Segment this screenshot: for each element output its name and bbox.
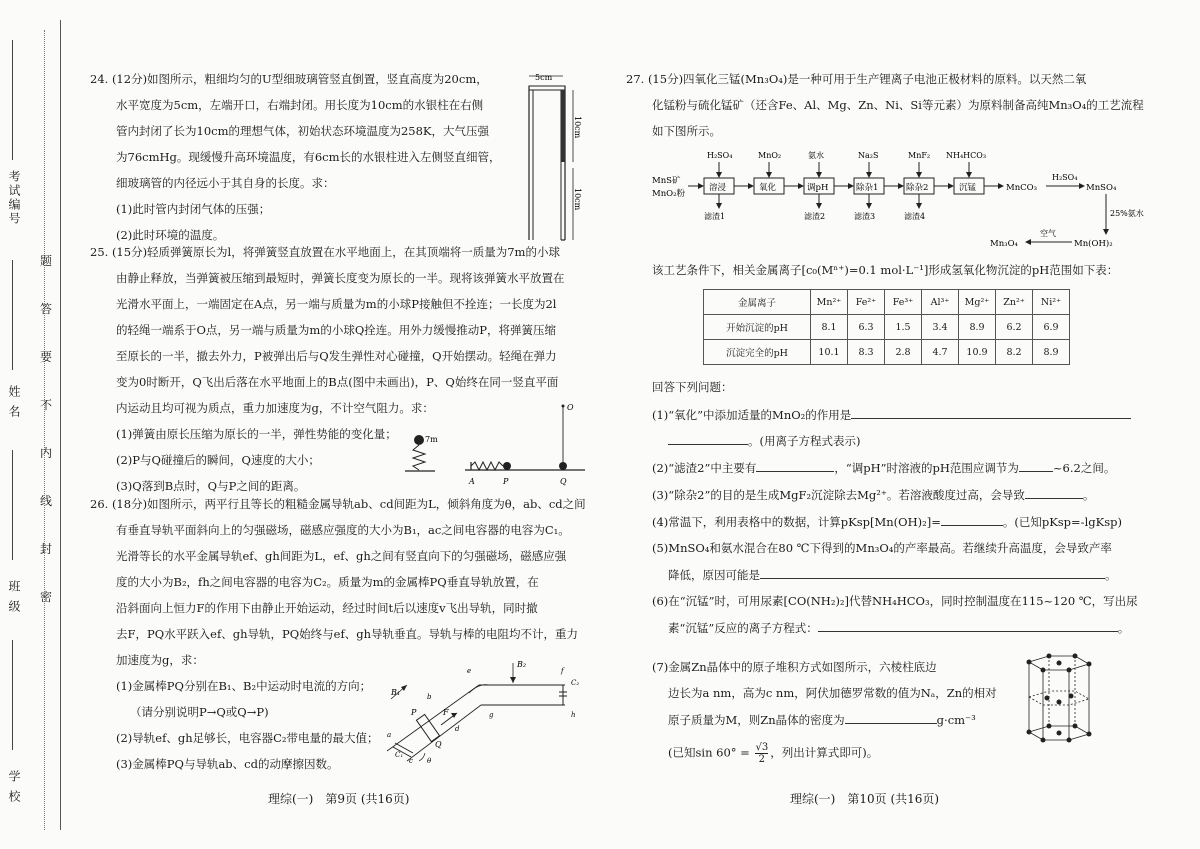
rail-a-label: a — [387, 731, 392, 739]
table-header-cell: Fe²⁺ — [848, 290, 885, 315]
residue-4: 滤渣4 — [904, 212, 926, 221]
seal-word: 密 — [40, 590, 53, 604]
table-header-cell: Zn²⁺ — [996, 290, 1033, 315]
q27-sub-3-end: 。 — [1082, 488, 1095, 502]
reagent-na2s: Na₂S — [858, 151, 879, 160]
q27-sub-7-line-1: (7)金属Zn晶体中的原子堆积方式如图所示，六棱柱底边 — [652, 660, 937, 674]
table-row — [704, 340, 1070, 365]
seal-word: 封 — [40, 542, 53, 556]
zn-hcp-crystal-figure — [1015, 652, 1105, 752]
seal-word: 答 — [40, 302, 53, 316]
q27-sub-3-text: (3)“除杂2”的目的是生成MgF₂沉淀除去Mg²⁺。若溶液酸度过高，会导致 — [652, 488, 1025, 502]
seal-word: 线 — [40, 494, 53, 508]
table-cell: 2.8 — [885, 340, 922, 365]
seal-dotted-line — [44, 30, 45, 830]
u-tube-width-label: 5cm — [535, 73, 553, 82]
rail-f-label: f — [561, 667, 564, 675]
answer-blank — [760, 567, 1105, 579]
q27-sub-7-line-3 — [668, 712, 976, 727]
q27-sub-6: (6)在“沉锰”时，可用尿素[CO(NH₂)₂]代替NH₄HCO₃，同时控制温度在115~120 ℃，写出尿 — [652, 594, 1138, 608]
q26-line-1: 26. (18分)如图所示，两平行且等长的粗糙金属导轨ab、cd间距为L，倾斜角度为θ，ab、cd之间 — [90, 497, 586, 511]
precipitation-ph-table — [703, 289, 1070, 365]
table-header-row — [704, 290, 1070, 315]
q27-sub-4 — [652, 514, 1122, 529]
q26-sub-3: (3)金属棒PQ与导轨ab、cd的动摩擦因数。 — [116, 757, 339, 771]
q27-sub-5-end: 。 — [1105, 568, 1117, 582]
product-mnso4: MnSO₄ — [1086, 183, 1117, 193]
angle-theta-label: θ — [427, 757, 432, 765]
q26-line-5: 沿斜面向上恒力F的作用下由静止开始运动，经过时间t后以速度v飞出导轨，同时撤 — [116, 601, 538, 615]
rod-q-label: Q — [435, 740, 442, 749]
rail-e-label: e — [467, 667, 472, 675]
q25-line-5: 至原长的一半，撤去外力，P被弹出后与Q发生弹性对心碰撞，Q开始摆动。轻绳在弹力 — [116, 349, 557, 363]
table-cell: 10.1 — [811, 340, 848, 365]
q26-sub-1: (1)金属棒PQ分别在B₁、B₂中运动时电流的方向； — [116, 679, 372, 693]
table-header-cell: Ni²⁺ — [1033, 290, 1070, 315]
u-tube-gas-length: 10cm — [573, 116, 582, 139]
b2-label: B₂ — [517, 660, 527, 669]
q27-sub-1-note: 。(用离子方程式表示) — [748, 434, 861, 448]
table-cell: 8.2 — [996, 340, 1033, 365]
rails-figure — [385, 655, 590, 765]
margin-separator — [60, 20, 61, 830]
u-tube-mercury-length: 10cm — [573, 188, 582, 211]
q26-line-6: 去F，PQ水平跃入ef、gh导轨，PQ始终与ef、gh导轨垂直。导轨与棒的电阻均不计，重力 — [116, 627, 578, 641]
residue-2: 滤渣2 — [804, 212, 826, 221]
step-purify-2: 除杂2 — [906, 183, 929, 193]
q26-sub-2: (2)导轨ef、gh足够长，电容器C₂带电量的最大值； — [116, 731, 379, 745]
q27-sub-2 — [652, 460, 1115, 475]
q26-line-3: 光滑等长的水平金属导轨ef、gh间距为L，ef、gh之间有竖直向下的匀强磁场，磁感应强 — [116, 549, 567, 563]
table-row — [704, 315, 1070, 340]
q27-sub-5: (5)MnSO₄和氨水混合在80 ℃下得到的Mn₃O₄的产率最高。若继续升高温度，会导致产率 — [652, 541, 1112, 555]
class-label: 班 级 — [7, 580, 21, 614]
c1-label: C₁ — [395, 751, 404, 759]
rod-p-label: P — [411, 708, 417, 717]
spring-figure — [395, 400, 595, 488]
table-cell: 8.1 — [811, 315, 848, 340]
q27-sub-3 — [652, 487, 1094, 502]
rail-c-label: c — [409, 757, 413, 765]
table-cell: 4.7 — [922, 340, 959, 365]
name-label: 姓 名 — [7, 385, 21, 419]
q27-sub-7-hint: (已知sin 60° = — [668, 745, 750, 760]
product-mnco3: MnCO₃ — [1006, 183, 1038, 193]
residue-3: 滤渣3 — [854, 212, 876, 221]
ball-p-label: P — [503, 477, 509, 486]
answer-blank — [818, 620, 1118, 632]
table-cell: 沉淀完全的pH — [704, 340, 811, 365]
q27-sub-4-note: 。(已知pKsp=-lgKsp) — [1002, 515, 1122, 529]
q27-sub-6-text: 素“沉锰”反应的离子方程式： — [668, 621, 818, 635]
fraction-numerator: √3 — [755, 742, 769, 753]
step-purify-1: 除杂1 — [856, 183, 879, 193]
ball-mass-label: 7m — [425, 435, 438, 444]
answer-blank — [845, 712, 937, 724]
q25-sub-1: (1)弹簧由原长压缩为原长的一半，弹性势能的变化量； — [116, 427, 397, 441]
school-label: 学 校 — [7, 770, 21, 804]
rail-g-label: g — [489, 711, 494, 719]
table-cell: 开始沉淀的pH — [704, 315, 811, 340]
seal-word: 要 — [40, 350, 53, 364]
product-mnoh2: Mn(OH)₂ — [1074, 239, 1113, 249]
rail-h-label: h — [571, 711, 576, 719]
q25-line-1: 25. (15分)轻质弹簧原长为l，将弹簧竖直放置在水平地面上，在其顶端将一质量为7m的小球 — [90, 245, 560, 259]
answer-prompt: 回答下列问题： — [652, 380, 733, 394]
q26-sub-1-note: （请分别说明P→Q或Q→P) — [130, 705, 269, 719]
right-page-footer: 理综(一) 第10页 (共16页) — [790, 792, 940, 806]
process-flow-chart — [648, 146, 1158, 256]
reagent-ammonia: 氨水 — [808, 151, 824, 160]
name-line — [12, 260, 13, 370]
density-unit: g·cm⁻³ — [936, 713, 976, 727]
point-a-label: A — [469, 477, 475, 486]
fraction-denominator: 2 — [758, 754, 766, 765]
table-header-cell: Mn²⁺ — [811, 290, 848, 315]
q24-line-3: 管内封闭了长为10cm的理想气体，初始状态环境温度为258K，大气压强 — [116, 124, 490, 138]
q27-intro-1: 27. (15分)四氧化三锰(Mn₃O₄)是一种可用于生产锂离子电池正极材料的原料。以天然二氧 — [626, 72, 1087, 86]
table-cell: 8.9 — [959, 315, 996, 340]
q27-intro-2: 化锰粉与硫化锰矿（还含Fe、Al、Mg、Zn、Ni、Si等元素）为原料制备高纯Mn₃O₄的工艺流程 — [652, 98, 1144, 112]
table-cell: 8.3 — [848, 340, 885, 365]
rail-d-label: d — [455, 725, 460, 733]
answer-blank — [941, 514, 1003, 526]
reagent-mno2: MnO₂ — [758, 151, 782, 160]
step-adjust-ph: 调pH — [807, 183, 829, 193]
product-mn3o4: Mn₃O₄ — [990, 239, 1018, 249]
reagent-mnf2: MnF₂ — [908, 151, 931, 160]
q25-line-7: 内运动且均可视为质点，重力加速度为g，不计空气阻力。求： — [116, 401, 434, 415]
q25-sub-2: (2)P与Q碰撞后的瞬间，Q速度的大小； — [116, 453, 320, 467]
q26-line-2: 有垂直导轨平面斜向上的匀强磁场，磁感应强度的大小为B₁，ac之间电容器的电容为C₁。 — [116, 523, 570, 537]
answer-blank — [756, 460, 834, 472]
q27-sub-2-text-c: ~6.2之间。 — [1052, 461, 1116, 475]
point-o-label: O — [567, 403, 574, 412]
residue-1: 滤渣1 — [704, 212, 726, 221]
q25-sub-3: (3)Q落到B点时，Q与P之间的距离。 — [116, 479, 306, 493]
table-cell: 6.9 — [1033, 315, 1070, 340]
q27-sub-1-cont — [668, 433, 860, 448]
step-leaching: 溶浸 — [709, 183, 727, 193]
q27-intro-3: 如下图所示。 — [652, 124, 721, 138]
table-cell: 6.3 — [848, 315, 885, 340]
b1-label: B₁ — [391, 688, 401, 697]
q25-line-2: 由静止释放，当弹簧被压缩到最短时，弹簧长度变为原长的一半。现将该弹簧水平放置在 — [116, 271, 565, 285]
step-oxidation: 氧化 — [759, 183, 777, 193]
raw-material-mno2: MnO₂粉 — [652, 189, 686, 199]
answer-blank — [1019, 460, 1053, 472]
ball-q-label: Q — [560, 477, 567, 486]
q27-sub-2-text-b: ，“调pH”时溶液的pH范围应调节为 — [834, 461, 1019, 475]
left-page-footer: 理综(一) 第9页 (共16页) — [268, 792, 410, 806]
sqrt3-fraction — [755, 742, 768, 765]
table-cell: 6.2 — [996, 315, 1033, 340]
reagent-ammonia-25: 25%氨水 — [1110, 209, 1144, 218]
q27-sub-6-cont — [668, 620, 1129, 635]
q24-sub-2: (2)此时环境的温度。 — [116, 228, 225, 242]
q26-line-4: 度的大小为B₂，fh之间电容器的电容为C₂。质量为m的金属棒PQ垂直导轨放置，在 — [116, 575, 539, 589]
answer-blank — [668, 433, 748, 445]
reagent-h2so4: H₂SO₄ — [707, 151, 733, 160]
q25-line-3: 光滑水平面上，一端固定在A点，另一端与质量为m的小球P接触但不拴连；一长度为2l — [116, 297, 557, 311]
exam-number-line — [12, 40, 13, 160]
rail-b-label: b — [427, 693, 432, 701]
c2-label: C₂ — [571, 679, 580, 687]
q27-sub-7-hint-end: ，列出计算式即可)。 — [770, 745, 879, 760]
raw-material-mns: MnS矿 — [652, 176, 681, 186]
q27-sub-7-text: 原子质量为M，则Zn晶体的密度为 — [668, 713, 845, 727]
q24-line-1: 24. (12分)如图所示，粗细均匀的U型细玻璃管竖直倒置，竖直高度为20cm， — [90, 72, 488, 86]
q24-line-5: 细玻璃管的内径远小于其自身的长度。求： — [116, 176, 335, 190]
q24-line-4: 为76cmHg。现缓慢升高环境温度，有6cm长的水银柱进入左侧竖直细管， — [116, 150, 501, 164]
table-header-cell: Al³⁺ — [922, 290, 959, 315]
q27-sub-5-text: 降低，原因可能是 — [668, 568, 760, 582]
seal-word: 不 — [40, 398, 53, 412]
answer-blank — [851, 407, 1131, 419]
school-line — [12, 640, 13, 750]
q27-sub-1 — [652, 407, 1131, 422]
table-intro: 该工艺条件下，相关金属离子[c₀(Mⁿ⁺)=0.1 mol·L⁻¹]形成氢氧化物沉淀的pH范围如下表： — [652, 263, 1119, 277]
seal-word: 题 — [40, 254, 53, 268]
class-line — [12, 450, 13, 560]
q27-sub-7-line-2: 边长为a nm，高为c nm，阿伏加德罗常数的值为Nₐ，Zn的相对 — [668, 686, 997, 700]
reagent-air: 空气 — [1040, 229, 1056, 238]
force-f-label: F — [443, 708, 449, 717]
q27-sub-5-cont — [668, 567, 1117, 582]
q27-sub-1-text: (1)“氧化”中添加适量的MnO₂的作用是 — [652, 408, 852, 422]
q24-line-2: 水平宽度为5cm，左端开口，右端封闭。用长度为10cm的水银柱在右侧 — [116, 98, 484, 112]
step-precipitate-mn: 沉锰 — [959, 183, 977, 193]
answer-blank — [1025, 487, 1083, 499]
reagent-nh4hco3: NH₄HCO₃ — [946, 151, 987, 160]
q24-sub-1: (1)此时管内封闭气体的压强； — [116, 202, 271, 216]
q27-sub-4-text: (4)常温下，利用表格中的数据，计算pKsp[Mn(OH)₂]= — [652, 515, 941, 529]
seal-word: 内 — [40, 446, 53, 460]
q27-sub-6-end: 。 — [1117, 621, 1130, 635]
table-cell: 3.4 — [922, 315, 959, 340]
q27-sub-2-text: (2)“滤渣2”中主要有 — [652, 461, 757, 475]
u-tube-figure — [515, 68, 595, 248]
q25-line-6: 变为0时断开，Q飞出后落在水平地面上的B点(图中未画出)，P、Q始终在同一竖直平面 — [116, 375, 559, 389]
q26-line-7: 加速度为g，求： — [116, 653, 204, 667]
q27-sub-7-line-4 — [668, 742, 878, 765]
exam-number-label: 考试编号 — [7, 170, 21, 226]
q25-line-4: 的轻绳一端系于O点，另一端与质量为m的小球Q拴连。用外力缓慢推动P，将弹簧压缩 — [116, 323, 556, 337]
table-cell: 8.9 — [1033, 340, 1070, 365]
table-cell: 1.5 — [885, 315, 922, 340]
reagent-h2so4-2: H₂SO₄ — [1052, 173, 1078, 182]
table-cell: 10.9 — [959, 340, 996, 365]
table-header-cell: Fe³⁺ — [885, 290, 922, 315]
table-header-cell: Mg²⁺ — [959, 290, 996, 315]
table-header-cell: 金属离子 — [704, 290, 811, 315]
